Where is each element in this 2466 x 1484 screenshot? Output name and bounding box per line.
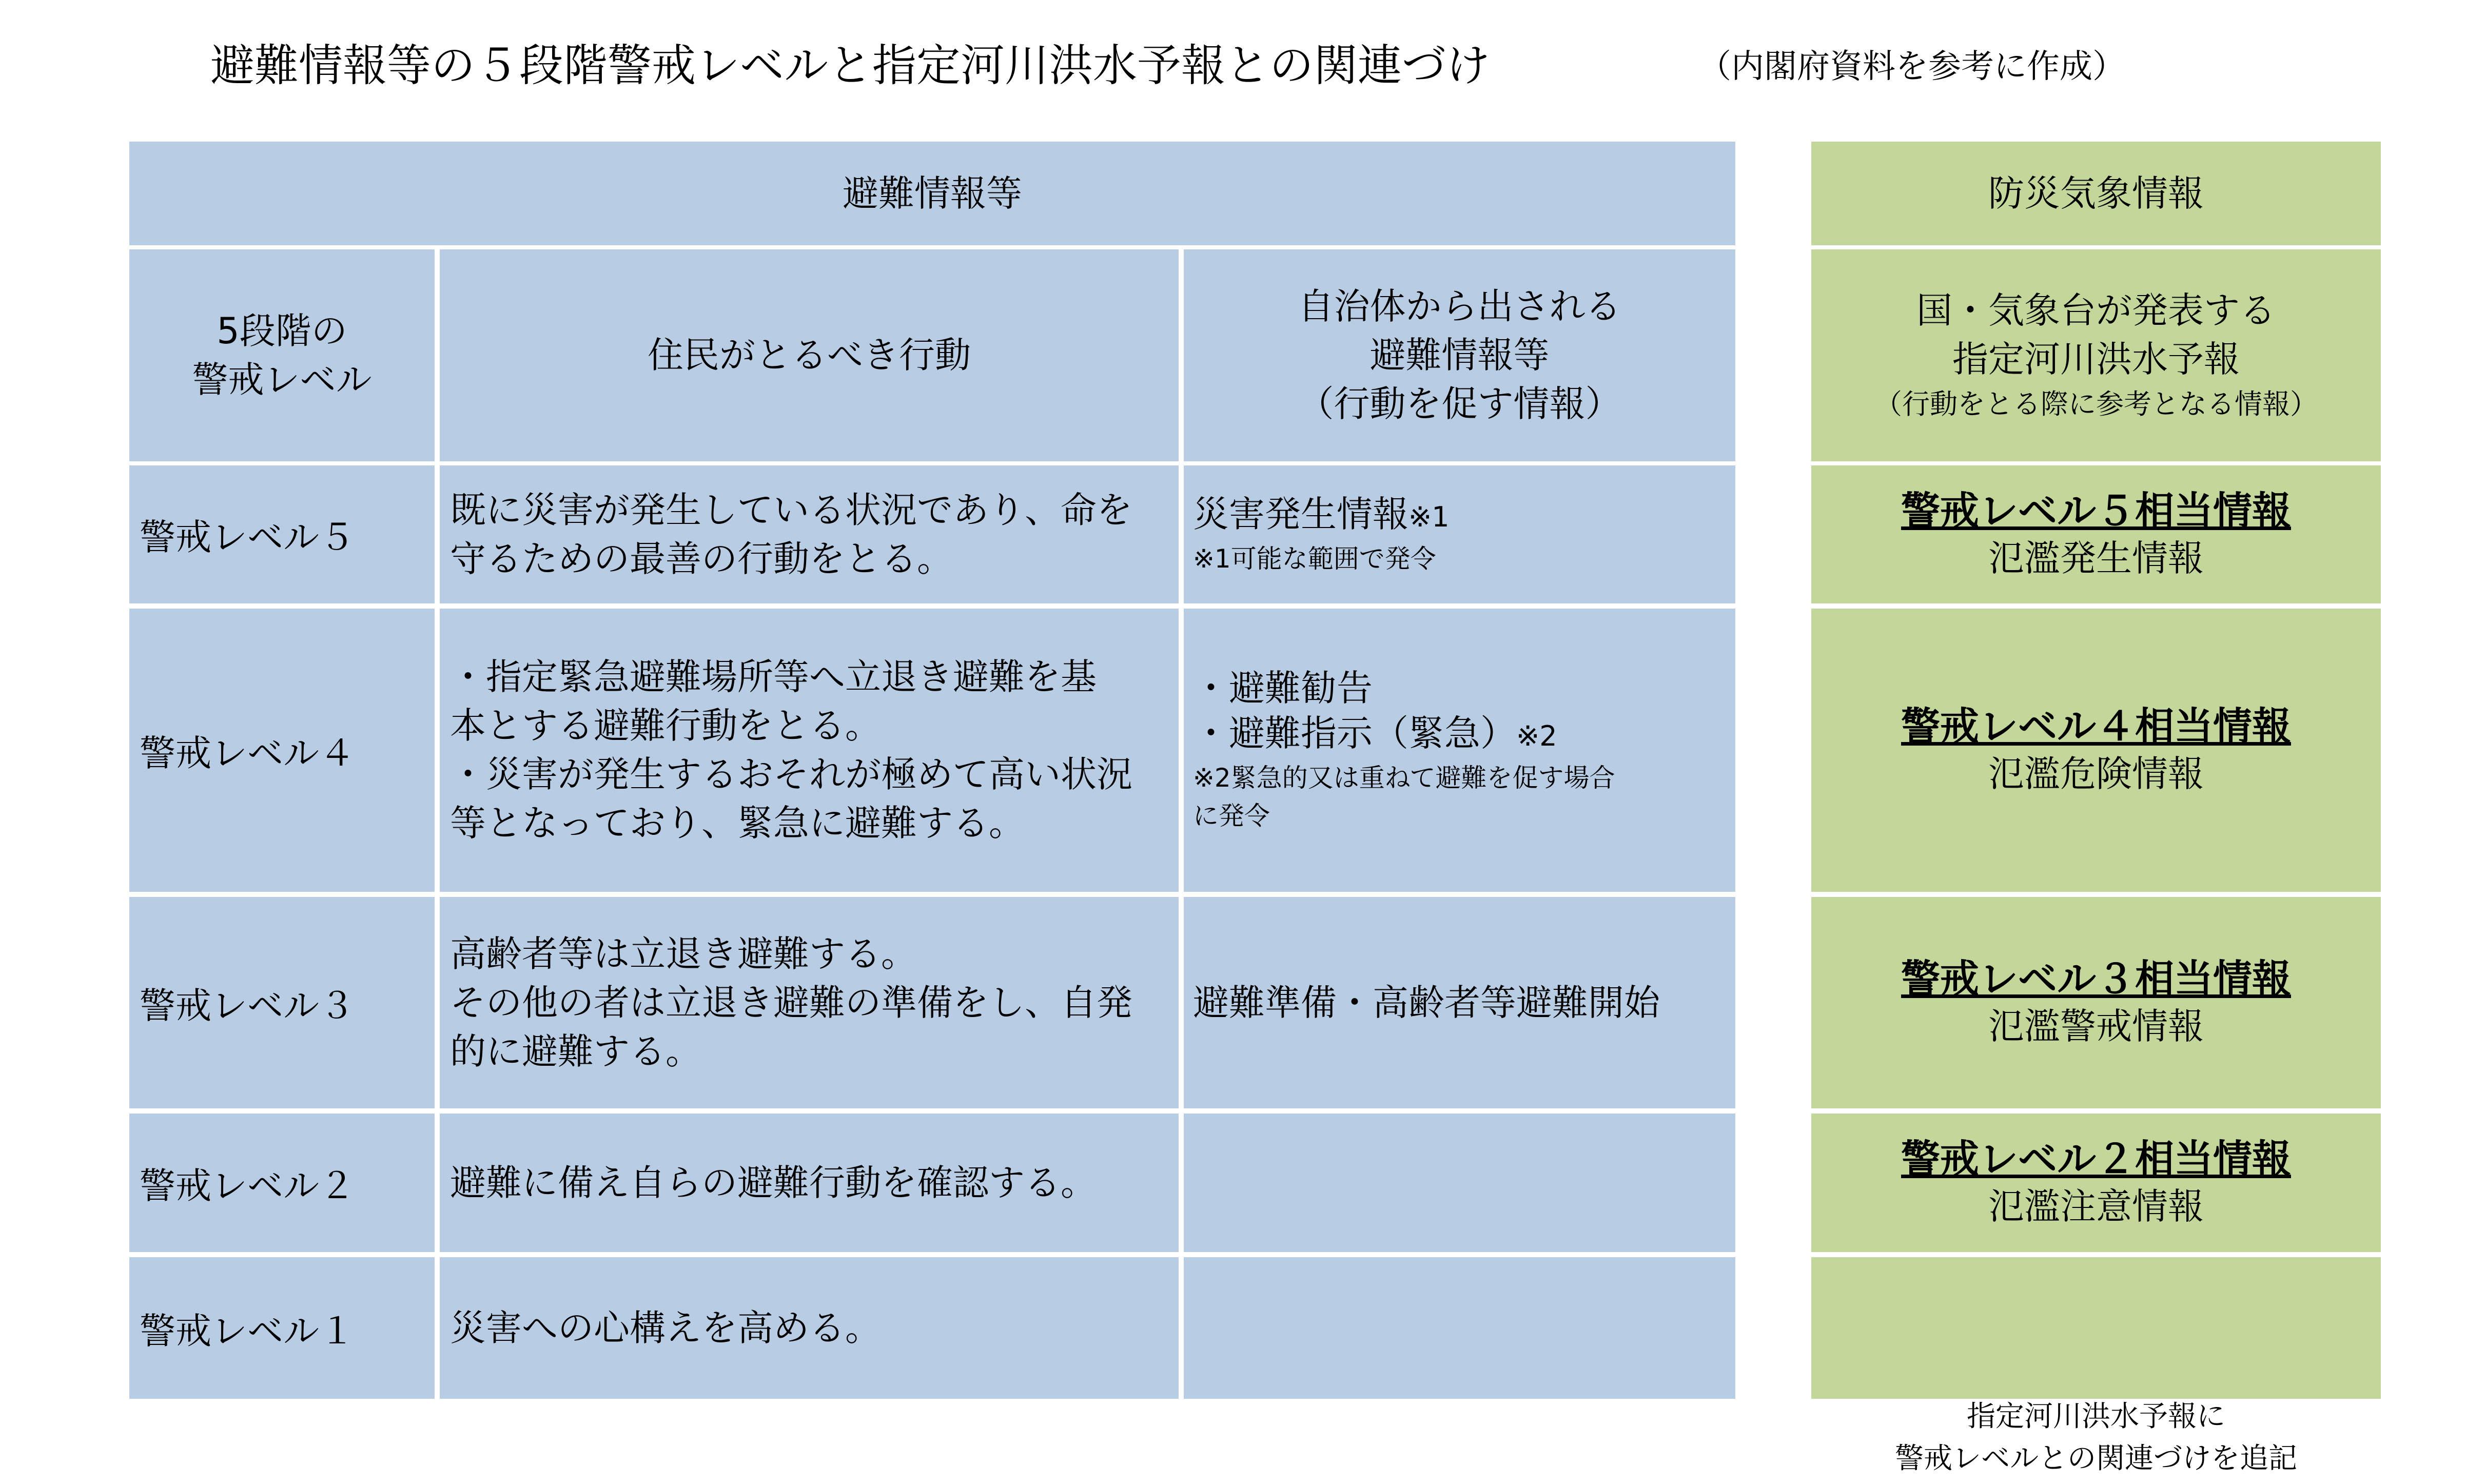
flood-row-level-2 (1811, 1114, 2381, 1252)
table-row-level-3-label (129, 897, 435, 1108)
info-note: に発令 (1193, 801, 1270, 831)
section-header-weather (1811, 142, 2381, 245)
table-row-level-2-label (129, 1114, 435, 1252)
section-title: 防災気象情報 (1988, 172, 2204, 214)
info-note: ※1可能な範囲で発令 (1193, 543, 1436, 574)
col-header-action-label: 住民がとるべき行動 (648, 334, 971, 376)
action-line: 既に災害が発生している状況であり、命を (450, 489, 1132, 531)
col-header-action (440, 249, 1179, 461)
flood-level-title: 警戒レベル４相当情報 (1901, 704, 2291, 749)
flood-row-level-3 (1811, 897, 2381, 1108)
col-header-note: （行動をとる際に参考となる情報） (1874, 387, 2318, 420)
action-line: ・指定緊急避難場所等へ立退き避難を基 (450, 656, 1097, 698)
action-line: 高齢者等は立退き避難する。 (450, 932, 917, 975)
action-line: その他の者は立退き避難の準備をし、自発 (450, 981, 1132, 1024)
action-line: 避難に備え自らの避難行動を確認する。 (450, 1161, 1097, 1204)
table-row-level-4-label (129, 609, 435, 892)
info-line: ・避難勧告 (1193, 667, 1373, 709)
level-label: 警戒レベル４ (140, 732, 355, 774)
col-header-level-line: 警戒レベル (192, 358, 372, 401)
table-row-level-1-info (1184, 1257, 1735, 1399)
col-header-info (1184, 249, 1735, 461)
section-title: 避難情報等 (843, 172, 1022, 214)
info-note: ※2緊急的又は重ねて避難を促す場合 (1193, 763, 1615, 793)
flood-row-level-4 (1811, 609, 2381, 892)
col-header-info-line: 避難情報等 (1369, 334, 1550, 376)
table-row-level-1-action (440, 1257, 1179, 1399)
action-line: 守るための最善の行動をとる。 (450, 537, 953, 580)
footer-note (1811, 1396, 2381, 1480)
action-line: 的に避難する。 (450, 1030, 701, 1072)
action-line: 本とする避難行動をとる。 (450, 705, 881, 747)
table-row-level-1-label (129, 1257, 435, 1399)
level-label: 警戒レベル１ (140, 1310, 355, 1352)
table-row-level-5-action (440, 465, 1179, 603)
info-main: 災害発生情報 (1193, 493, 1408, 535)
col-header-line: 指定河川洪水予報 (1952, 338, 2240, 380)
col-header-level-line: 5段階の (217, 309, 347, 352)
flood-row-level-5 (1811, 465, 2381, 603)
table-row-level-2-action (440, 1114, 1179, 1252)
level-label: 警戒レベル３ (140, 984, 355, 1027)
flood-level-title: 警戒レベル３相当情報 (1901, 956, 2291, 1002)
flood-level-title: 警戒レベル２相当情報 (1901, 1136, 2291, 1182)
col-header-info-line: 自治体から出される (1298, 285, 1621, 327)
table-row-level-5-info (1184, 465, 1735, 603)
page-title: 避難情報等の５段階警戒レベルと指定河川洪水予報との関連づけ (210, 40, 1490, 91)
col-header-level (129, 249, 435, 461)
action-line: 等となっており、緊急に避難する。 (450, 802, 1025, 844)
col-header-flood-forecast (1811, 249, 2381, 461)
table-row-level-4-info (1184, 609, 1735, 892)
page-subtitle: （内閣府資料を参考に作成） (1698, 48, 2125, 86)
info-line: ・避難指示（緊急） (1193, 712, 1516, 754)
action-line: 災害への心構えを高める。 (450, 1306, 881, 1349)
table-row-level-3-action (440, 897, 1179, 1108)
footer-note-line: 指定河川洪水予報に (1967, 1400, 2225, 1433)
flood-level-sub: 氾濫危険情報 (1988, 753, 2204, 795)
table-row-level-5-label (129, 465, 435, 603)
flood-level-sub: 氾濫警戒情報 (1988, 1005, 2204, 1047)
level-label: 警戒レベル５ (140, 516, 355, 558)
flood-level-sub: 氾濫発生情報 (1988, 537, 2204, 579)
col-header-info-line: （行動を促す情報） (1298, 383, 1621, 425)
flood-level-sub: 氾濫注意情報 (1988, 1185, 2204, 1227)
footer-note-line: 警戒レベルとの関連づけを追記 (1895, 1442, 2297, 1475)
info-mark: ※1 (1408, 500, 1450, 533)
flood-row-level-1 (1811, 1257, 2381, 1399)
table-row-level-4-action (440, 609, 1179, 892)
action-line: ・災害が発生するおそれが極めて高い状況 (450, 753, 1132, 795)
section-header-evacuation (129, 142, 1735, 245)
table-row-level-2-info (1184, 1114, 1735, 1252)
info-mark: ※2 (1516, 720, 1557, 752)
table-row-level-3-info (1184, 897, 1735, 1108)
col-header-line: 国・気象台が発表する (1916, 289, 2276, 331)
flood-level-title: 警戒レベル５相当情報 (1901, 487, 2291, 534)
level-label: 警戒レベル２ (140, 1164, 355, 1207)
info-main: 避難準備・高齢者等避難開始 (1193, 982, 1660, 1024)
